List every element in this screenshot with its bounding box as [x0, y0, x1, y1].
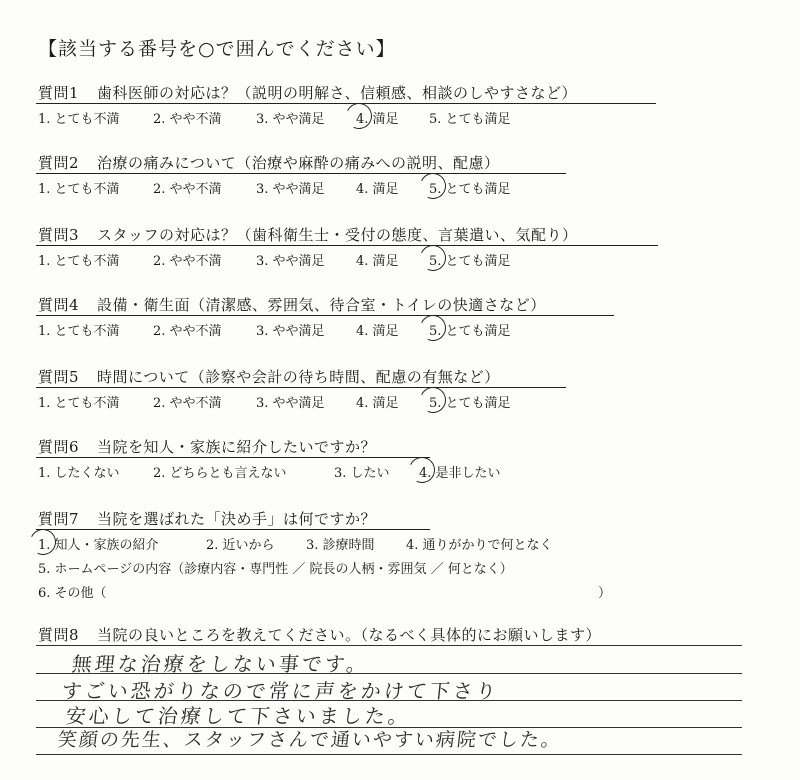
option-4[interactable]: 4. 満足: [356, 324, 399, 339]
option-4[interactable]: 4. 満足: [356, 182, 399, 197]
question-2-text: 治療の痛みについて（治療や麻酔の痛みへの説明、配慮）: [97, 154, 500, 172]
question-8-text: 当院の良いところを教えてください。（なるべく具体的にお願いします）: [97, 626, 602, 644]
option-6[interactable]: 6. その他（: [38, 586, 107, 601]
underline: [36, 103, 656, 104]
underline: [36, 529, 430, 530]
question-2: [38, 152, 499, 173]
instruction-title: 【該当する番号を○で囲んでください】: [38, 38, 396, 60]
question-8-number: 質問8: [38, 626, 80, 644]
option-3[interactable]: 3. やや満足: [256, 254, 325, 269]
underline: [36, 173, 566, 174]
underline: [36, 457, 430, 458]
underline: [36, 245, 658, 246]
handwritten-line-4: 笑顔の先生、スタッフさんで通いやすい病院でした。: [56, 729, 564, 751]
question-6-text: 当院を知人・家族に紹介したいですか？: [97, 438, 377, 456]
question-7: [38, 508, 376, 529]
option-4[interactable]: 4. 是非したい: [419, 466, 501, 481]
handwritten-line-1: 無理な治療をしない事です。: [70, 652, 371, 676]
handwritten-line-2: すごい恐がりなので常に声をかけて下さり: [60, 679, 501, 703]
option-2[interactable]: 2. やや不満: [153, 112, 222, 127]
option-1[interactable]: 1. とても不満: [38, 254, 120, 269]
option-5[interactable]: 5. とても満足: [429, 182, 511, 197]
option-5[interactable]: 5. とても満足: [429, 396, 511, 411]
option-1[interactable]: 1. 知人・家族の紹介: [38, 538, 159, 553]
question-4: [38, 294, 546, 315]
question-5-number: 質問5: [38, 368, 80, 386]
option-5[interactable]: 5. とても満足: [429, 112, 511, 127]
option-1[interactable]: 1. とても不満: [38, 324, 120, 339]
option-3[interactable]: 3. 診療時間: [306, 538, 375, 553]
option-1[interactable]: 1. したくない: [38, 466, 120, 481]
option-2[interactable]: 2. どちらとも言えない: [153, 466, 287, 481]
option-4[interactable]: 4. 満足: [356, 396, 399, 411]
option-2[interactable]: 2. やや不満: [153, 254, 222, 269]
underline: [36, 315, 614, 316]
underline: [36, 387, 566, 388]
option-3[interactable]: 3. やや満足: [256, 112, 325, 127]
question-5-text: 時間について（診察や会計の待ち時間、配慮の有無など）: [97, 368, 500, 386]
handwritten-line-3: 安心して治療して下さいました。: [64, 704, 413, 728]
option-3[interactable]: 3. やや満足: [256, 324, 325, 339]
option-6-close-paren: ）: [598, 586, 612, 601]
writing-line: [36, 645, 742, 646]
option-3[interactable]: 3. やや満足: [256, 182, 325, 197]
question-7-number: 質問7: [38, 510, 80, 528]
question-3: [38, 224, 578, 245]
question-3-number: 質問3: [38, 226, 80, 244]
option-2[interactable]: 2. やや不満: [153, 396, 222, 411]
option-4[interactable]: 4. 満足: [356, 112, 399, 127]
question-7-text: 当院を選ばれた「決め手」は何ですか？: [97, 510, 377, 528]
question-6: [38, 436, 376, 457]
option-1[interactable]: 1. とても不満: [38, 112, 120, 127]
option-3[interactable]: 3. したい: [334, 466, 390, 481]
question-8: [38, 624, 601, 645]
question-1-number: 質問1: [38, 84, 80, 102]
question-1: [38, 82, 577, 103]
option-2[interactable]: 2. やや不満: [153, 324, 222, 339]
question-6-number: 質問6: [38, 438, 80, 456]
option-1[interactable]: 1. とても不満: [38, 182, 120, 197]
option-2[interactable]: 2. 近いから: [206, 538, 275, 553]
option-5[interactable]: 5. とても満足: [429, 324, 511, 339]
question-5: [38, 366, 500, 387]
question-4-text: 設備・衛生面（清潔感、雰囲気、待合室・トイレの快適さなど）: [97, 296, 546, 314]
option-3[interactable]: 3. やや満足: [256, 396, 325, 411]
question-1-text: 歯科医師の対応は？（説明の明解さ、信頼感、相談のしやすさなど）: [97, 84, 577, 102]
question-2-number: 質問2: [38, 154, 80, 172]
option-1[interactable]: 1. とても不満: [38, 396, 120, 411]
question-4-number: 質問4: [38, 296, 80, 314]
option-5[interactable]: 5. ホームページの内容（診療内容・専門性 ／ 院長の人柄・雰囲気 ／ 何となく）: [38, 562, 513, 577]
question-3-text: スタッフの対応は？（歯科衛生士・受付の態度、言葉遣い、気配り）: [97, 226, 578, 244]
option-2[interactable]: 2. やや不満: [153, 182, 222, 197]
option-4[interactable]: 4. 通りがかりで何となく: [406, 538, 553, 553]
option-4[interactable]: 4. 満足: [356, 254, 399, 269]
option-5[interactable]: 5. とても満足: [429, 254, 511, 269]
writing-line: [36, 754, 742, 755]
